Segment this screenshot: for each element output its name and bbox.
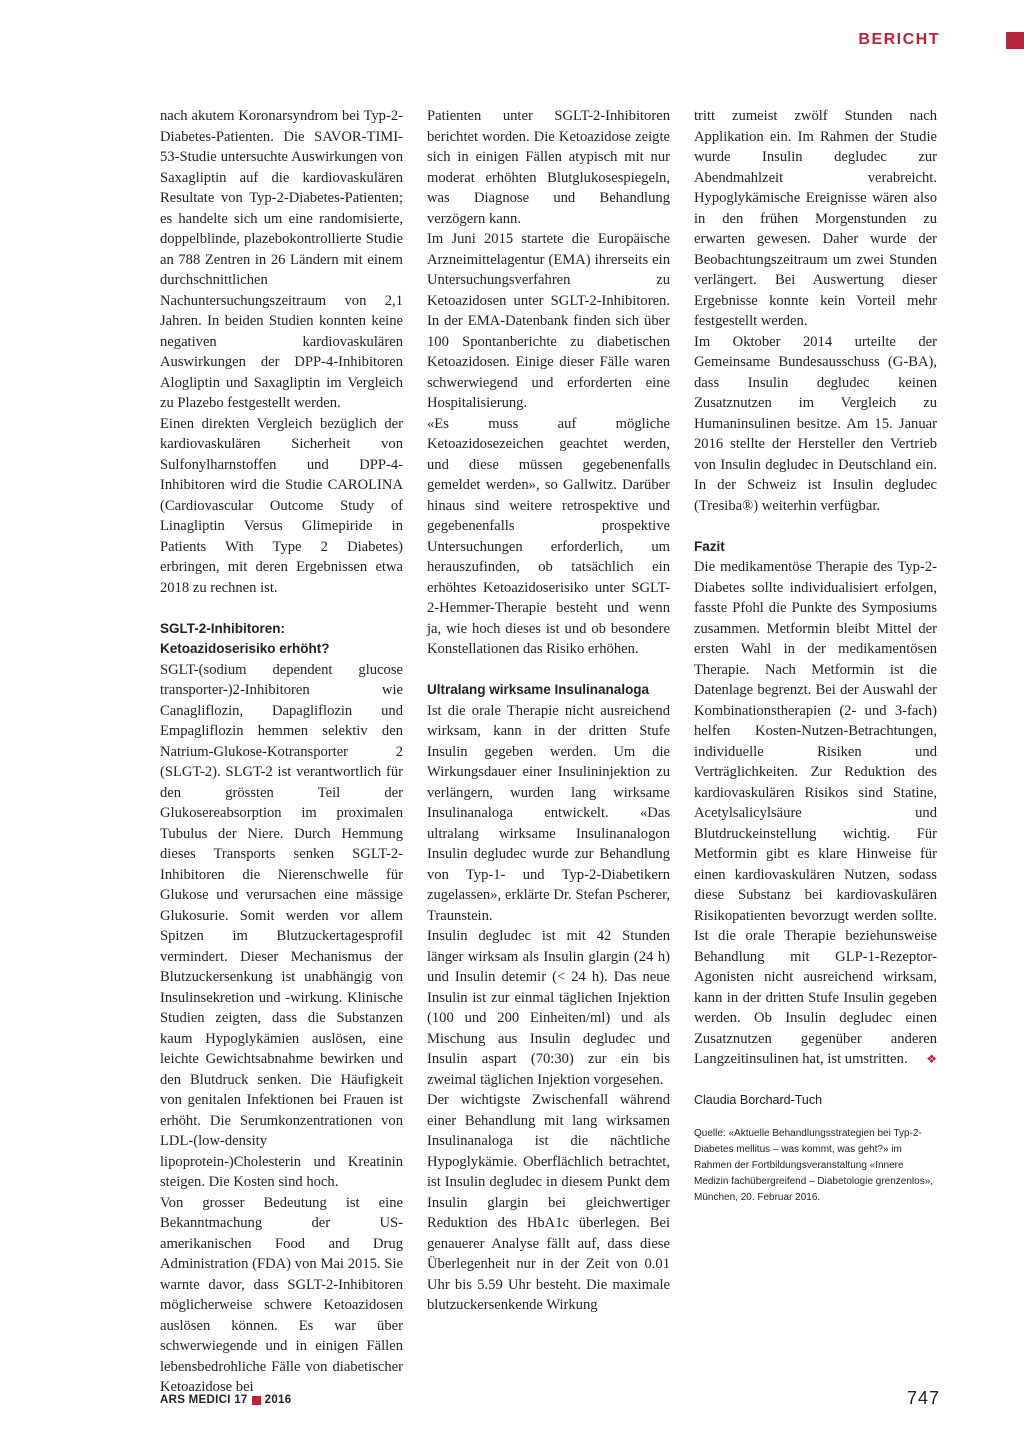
paragraph-text: Die medikamentöse Therapie des Typ-2-Diabetes sollte individualisiert erfolgen, fasste Pfohl die Punkte des Symposiums zusammen. Metformin bleibt Mittel der ersten Wahl in der medikamentösen Therapie. Nach Metformin ist die Datenlage begrenzt. Bei der Auswahl der Kombinationstherapien (2- und 3-fach) helfen Kosten-Nutzen-Betrachtungen, individuelle Risiken und Verträglichkeiten. Zur Reduktion des kardiovaskulären Risikos sind Statine, Acetylsalicylsäure und Blutdruckeinstellung wichtig. Für Metformin gibt es klare Hinweise für einen kardiovaskulären Nutzen, sodass diese Substanz bei kardiovaskulären Risikopatienten bevorzugt werden sollte. Ist die orale Therapie beziehunsweise Behandlung mit GLP-1-Rezeptor-Agonisten nicht ausreichend wirksam, kann in der dritten Stufe Insulin gegeben werden. Ob Insulin degludec einen Zusatznutzen gegenüber anderen Langzeitinsulinen hat, ist umstritten. [694,559,937,1067]
paragraph [694,557,937,1070]
column-3 [694,106,937,1206]
section-heading: Ultralang wirksame Insulinanaloga [427,682,650,697]
section-heading: SGLT-2-Inhibitoren: Ketoazidoserisiko erhöht? [160,620,330,656]
journal-footer [160,1394,291,1406]
section-marker [1006,32,1024,49]
paragraph: «Es muss auf mögliche Ketoazidosezeichen geachtet werden, und diese müssen gegebenenfalls gemeldet werden», so Gallwitz. Darüber hinaus sind weitere retrospektive und gegebenenfalls prospektive Untersuchungen erforderlich, um herauszufinden, ob tatsächlich ein erhöhtes Ketoazidoserisiko unter SGLT-2-Hemmer-Therapie besteht und wenn ja, wie hoch dieses ist und ob besondere Konstellationen das Risiko erhöhen. [427,415,670,657]
footer-square-icon [252,1396,261,1405]
column-2 [427,106,670,1316]
paragraph: Patienten unter SGLT-2-Inhibitoren berichtet worden. Die Ketoazidose zeigte sich in einigen Fällen atypisch mit nur moderat erhöhten Blutglukosespiegeln, was Diagnose und Behandlung verzögern kann. [427,108,670,227]
paragraph: Von grosser Bedeutung ist eine Bekanntmachung der US-amerikanischen Food and Drug Administration (FDA) von Mai 2015. Sie warnte davor, dass SGLT-2-Inhibitoren möglicherweise schwere Ketoazidosen auslösen können. Es war über schwerwiegende und in einigen Fällen lebensbedrohliche Fälle von diabetischer Ketoazidose bei [160,1194,403,1395]
paragraph: nach akutem Koronarsyndrom bei Typ-2-Diabetes-Patienten. Die SAVOR-TIMI-53-Studie untersuchte Auswirkungen von Saxagliptin auf die kardiovaskulären Resultate von Typ-2-Diabetes-Patienten; es handelte sich um eine randomisierte, doppelblinde, plazebokontrollierte Studie an 788 Zentren in 26 Ländern mit einem durchschnittlichen Nachuntersuchungszeitraum von 2,1 Jahren. In beiden Studien konnten keine negativen kardiovaskulären Auswirkungen der DPP-4-Inhibitoren Alogliptin und Saxagliptin im Vergleich zu Plazebo festgestellt werden. [160,108,403,411]
page-number: 747 [906,1388,940,1408]
paragraph: SGLT-(sodium dependent glucose transporter-)2-Inhibitoren wie Canagliflozin, Dapagliflozin und Empagliflozin hemmen selektiv den Natrium-Glukose-Kotransporter 2 (SLGT-2). SLGT-2 ist verantwortlich für den grössten Teil der Glukosereabsorption im proximalen Tubulus der Niere. Durch Hemmung dieses Transports senken SGLT-2-Inhibitoren die Nierenschwelle für Glukose und verursachen eine mässige Glukosurie. Somit werden vor allem Spitzen im Blutzuckertagesprofil vermindert. Dieser Mechanismus der Blutzuckersenkung ist unabhängig von Insulinsekretion und -wirkung. Klinische Studien zeigten, dass die Substanzen kaum Hypoglykämien auslösen, eine leichte Gewichtsabnahme bewirken und den Blutdruck senken. Die Häufigkeit von genitalen Infektionen bei Frauen ist erhöht. Die Serumkonzentrationen von LDL-(low-density lipoprotein-)Cholesterin und Kreatinin steigen. Die Kosten sind hoch. [160,661,403,1190]
paragraph: Im Juni 2015 startete die Europäische Arzneimittelagentur (EMA) ihrerseits ein Untersuchungsverfahren zu Ketoazidosen unter SGLT-2-Inhibitoren. In der EMA-Datenbank finden sich über 100 Spontanberichte zu diabetischen Ketoazidosen. Einige dieser Fälle waren schwerwiegend und erforderten eine Hospitalisierung. [427,231,670,411]
section-label: BERICHT [858,31,940,48]
paragraph: Insulin degludec ist mit 42 Stunden länger wirksam als Insulin glargin (24 h) und Insulin detemir (< 24 h). Das neue Insulin ist zur einmal täglichen Injektion (100 und 200 Einheiten/ml) und als Mischung aus Insulin degludec und Insulin aspart (70:30) zur ein bis zweimal täglichen Injektion vorgesehen. [427,928,670,1088]
journal-issue: ARS MEDICI 17 [160,1394,248,1406]
column-1 [160,106,403,1398]
paragraph: Einen direkten Vergleich bezüglich der kardiovaskulären Sicherheit von Sulfonylharnstoffen und DPP-4-Inhibitoren wird die Studie CAROLINA (Cardiovascular Outcome Study of Linagliptin Versus Glimepiride in Patients With Type 2 Diabetes) erbringen, mit deren Ergebnissen etwa 2018 zu rechnen ist. [160,415,403,596]
journal-year: 2016 [264,1394,292,1406]
paragraph: Der wichtigste Zwischenfall während einer Behandlung mit lang wirksamen Insulinanaloga ist die nächtliche Hypoglykämie. Oberflächlich betrachtet, ist Insulin degludec in diesem Punkt dem Insulin glargin bei gleichwertiger Reduktion des HbA1c überlegen. Bei genauerer Analyse fällt auf, dass diese Überlegenheit nur in der Zeit von 0.01 Uhr bis 5.59 Uhr besteht. Die maximale blutzuckersenkende Wirkung [427,1092,670,1313]
source-note: Quelle: «Aktuelle Behandlungsstrategien bei Typ-2-Diabetes mellitus – was kommt, was geht?» im Rahmen der Fortbildungsveranstaltung «Innere Medizin fachübergreifend – Diabetologie grenzenlos», München, 20. Februar 2016. [694,1128,934,1203]
section-heading: Fazit [694,538,725,554]
author-name: Claudia Borchard-Tuch [694,1092,823,1107]
end-of-article-icon: ❖ [926,1052,937,1066]
paragraph: tritt zumeist zwölf Stunden nach Applikation ein. Im Rahmen der Studie wurde Insulin degludec zur Abendmahlzeit verabreicht. Hypoglykämische Ereignisse wären also in den frühen Morgenstunden zu erwarten gewesen. Daher wurde der Beobachtungszeitraum um zwei Stunden verlängert. Bei Auswertung dieser Ergebnisse konnte kein Vorteil mehr festgestellt werden. [694,108,937,329]
paragraph: Im Oktober 2014 urteilte der Gemeinsame Bundesausschuss (G-BA), dass Insulin degludec keinen Zusatznutzen im Vergleich zu Humaninsulinen besitze. Am 15. Januar 2016 stellte der Hersteller den Vertrieb von Insulin degludec in Deutschland ein. In der Schweiz ist Insulin degludec (Tresiba®) weiterhin verfügbar. [694,333,937,514]
paragraph: Ist die orale Therapie nicht ausreichend wirksam, kann in der dritten Stufe Insulin gegeben werden. Um die Wirkungsdauer einer Insulininjektion zu verlängern, wurden lang wirksame Insulinanaloga entwickelt. «Das ultralang wirksame Insulinanalogon Insulin degludec wurde zur Behandlung von Typ-1- und Typ-2-Diabetikern zugelassen», erklärte Dr. Stefan Pscherer, Traunstein. [427,702,670,924]
